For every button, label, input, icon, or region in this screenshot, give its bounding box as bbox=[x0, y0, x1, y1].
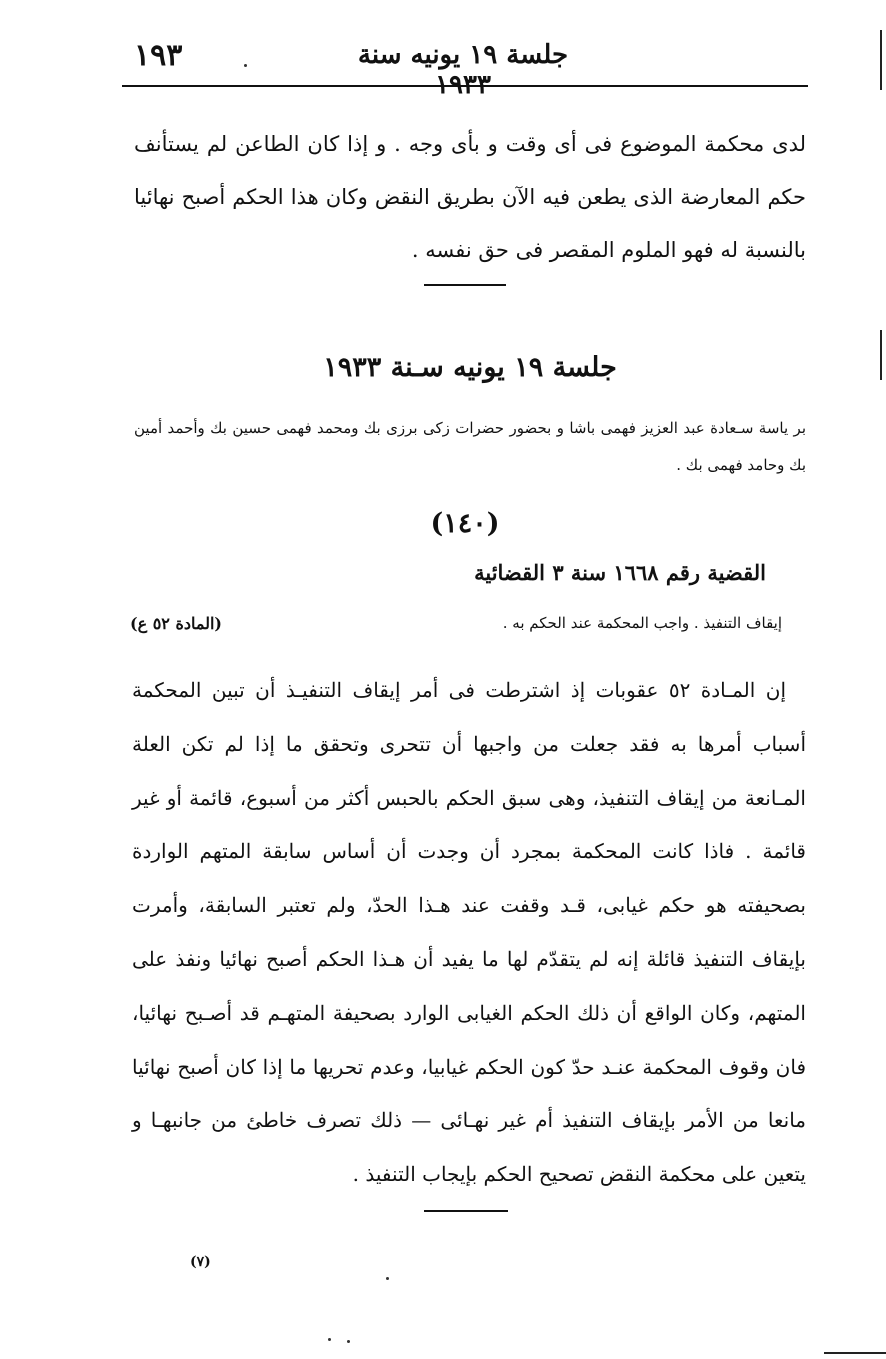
case-number: (١٤٠) bbox=[430, 508, 500, 539]
scan-speck bbox=[386, 1277, 389, 1280]
scan-edge-mark bbox=[880, 330, 882, 380]
continued-paragraph: لدى محكمة الموضوع فى أى وقت و بأى وجه . و إذا كان الطاعن لم يستأنف حكم المعارضة الذى يطعن فيه الآن بطريق النقض وكان هذا الحكم أصبح نهائيا بالنسبة له فهو الملوم المقصر فى حق نفسه . bbox=[134, 132, 806, 262]
case-keywords: إيقاف التنفيذ . واجب المحكمة عند الحكم به . bbox=[502, 614, 782, 632]
section-divider bbox=[424, 284, 506, 286]
running-head: جلسة ١٩ يونيه سنة ١٩٣٣ bbox=[357, 40, 569, 100]
header-rule bbox=[122, 85, 808, 87]
case-title: القضية رقم ١٦٦٨ سنة ٣ القضائية bbox=[474, 560, 766, 585]
scan-edge-mark bbox=[880, 30, 882, 90]
ruling-paragraph: إن المـادة ٥٢ عقوبات إذ اشترطت فى أمر إيقاف التنفيـذ أن تبين المحكمة أسباب أمرها به فقد جعلت من واجبها أن تتحرى وتحقق ما إذا لم تكن العلة المـانعة من إيقاف التنفيذ، وهى سبق الحكم بالحبس أكثر من أسبوع، قائمة أو غير قائمة . فاذا كانت المحكمة بمجرد أن وجدت أن أساس سابقة المتهم الواردة بصحيفته هو حكم غيابى، قـد وقفت عند هـذا الحدّ، ولم تعتبر السابقة، وأمرت بإيقاف التنفيذ قائلة إنه لم يتقدّم لها ما يفيد أن هـذا الحكم أصبح نهائيا ونفذ على المتهم، وكان الواقع أن ذلك الحكم الغيابى الوارد بصحيفة المتهـم قد أصـبح نهائيا، فان وقوف المحكمة عنـد حدّ كون الحكم غيابيا، وعدم تحريها ما إذا كان أصبح نهائيا مانعا من الأمر بإيقاف التنفيذ أم غير نهـائى — ذلك تصرف خاطئ من جانبهـا و يتعين على محكمة النقض تصحيح الحكم بإيجاب التنفيذ . bbox=[132, 678, 806, 1187]
scan-speck bbox=[328, 1338, 331, 1341]
session-title: جلسة ١٩ يونيه سـنة ١٩٣٣ bbox=[323, 352, 617, 383]
end-divider bbox=[424, 1210, 508, 1212]
signature-mark: (٧) bbox=[190, 1254, 211, 1270]
page-number: ١٩٣ bbox=[134, 38, 183, 73]
article-reference: (المادة ٥٢ ع) bbox=[130, 614, 222, 633]
presidency-line: بر ياسة سـعادة عبد العزيز فهمى باشا و بحضور حضرات زكى برزى بك ومحمد فهمى حسين بك وأحمد أمين بك وحامد فهمى بك . bbox=[134, 419, 806, 474]
scan-speck bbox=[347, 1340, 350, 1343]
scan-edge-mark bbox=[824, 1352, 886, 1354]
scan-speck bbox=[244, 64, 247, 67]
